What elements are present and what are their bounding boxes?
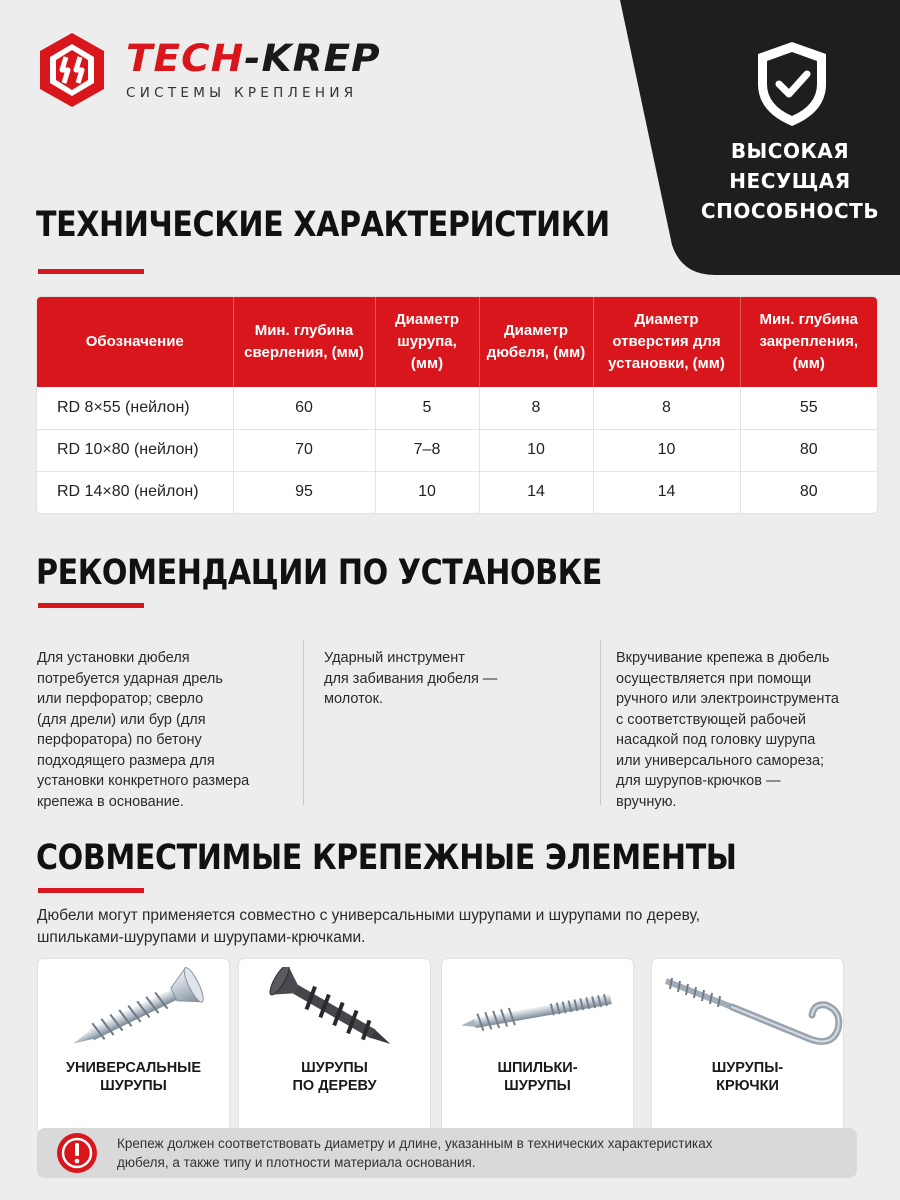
text-line: дюбеля, а также типу и плотности материала основания. [117, 1155, 476, 1170]
brand-name-part1: TECH [126, 37, 245, 80]
column-header: Диаметр дюбеля, (мм) [479, 297, 593, 387]
text-line: Дюбели могут применяется совместно с универсальными шурупами и шурупами по дереву, [37, 907, 701, 924]
column-header: Диаметр шурупа, (мм) [375, 297, 479, 387]
badge-line-1: ВЫСОКАЯ [730, 139, 850, 163]
label-line: ШУРУПЫ- [711, 1060, 784, 1076]
recommendation-screwing [616, 648, 878, 812]
table-cell: 60 [233, 387, 375, 429]
table-cell: 70 [233, 429, 375, 471]
table-cell: 7–8 [375, 429, 479, 471]
label-line: ШУРУПЫ [100, 1078, 167, 1094]
recommendations-heading-underline [38, 603, 144, 608]
table-cell: 8 [593, 387, 740, 429]
badge-line-3: СПОСОБНОСТЬ [700, 199, 880, 223]
column-header: Мин. глубина сверления, (мм) [233, 297, 375, 387]
table-cell: 5 [375, 387, 479, 429]
text-line: вручную. [616, 793, 677, 810]
table-cell: 14 [479, 471, 593, 513]
wood-screw-icon [249, 967, 421, 1053]
table-cell: RD 10×80 (нейлон) [37, 429, 233, 471]
brand-tagline: СИСТЕМЫ КРЕПЛЕНИЯ [126, 85, 358, 101]
table-cell: 80 [740, 429, 877, 471]
column-header: Диаметр отверстия для установки, (мм) [593, 297, 740, 387]
column-header: Обозначение [37, 297, 233, 387]
text-line: Крепеж должен соответствовать диаметру и длине, указанным в технических характеристиках [117, 1136, 713, 1151]
column-divider [303, 640, 304, 805]
text-line: шпильками-шурупами и шурупами-крючками. [37, 929, 366, 946]
compatible-intro [37, 905, 857, 949]
specs-heading-underline [38, 269, 144, 274]
table-header-row [37, 297, 877, 387]
recommendation-drilling [37, 648, 287, 812]
table-row [37, 471, 877, 513]
compatible-heading-underline [38, 888, 144, 893]
fastener-card-hook [651, 958, 844, 1135]
text-line: потребуется ударная дрель [37, 670, 223, 687]
table-cell: 10 [593, 429, 740, 471]
brand-name [126, 39, 381, 79]
exclamation-icon [55, 1131, 99, 1175]
text-line: перфоратора) по бетону [37, 732, 202, 748]
text-line: или универсального самореза; [616, 752, 825, 769]
label-line: ШПИЛЬКИ- [497, 1060, 578, 1076]
text-line: насадкой под головку шурупа [616, 732, 816, 748]
logo-hexagon-icon [32, 30, 112, 110]
fastener-label [239, 1059, 430, 1095]
column-divider [600, 640, 601, 805]
specs-heading: ТЕХНИЧЕСКИЕ ХАРАКТЕРИСТИКИ [36, 205, 610, 245]
text-line: подходящего размера для [37, 752, 215, 769]
table-cell: 55 [740, 387, 877, 429]
badge-text [680, 136, 900, 226]
table-cell: 14 [593, 471, 740, 513]
label-line: ШУРУПЫ [504, 1078, 571, 1094]
fastener-label [38, 1059, 229, 1095]
badge-line-2: НЕСУЩАЯ [729, 169, 851, 193]
label-line: КРЮЧКИ [716, 1078, 779, 1094]
text-line: крепежа в основание. [37, 793, 184, 810]
table-cell: 8 [479, 387, 593, 429]
label-line: УНИВЕРСАЛЬНЫЕ [65, 1060, 202, 1076]
fastener-label [652, 1059, 843, 1095]
text-line: молоток. [324, 691, 383, 707]
text-line: Вкручивание крепежа в дюбель [616, 650, 830, 666]
table-cell: 95 [233, 471, 375, 513]
table-cell: RD 8×55 (нейлон) [37, 387, 233, 429]
column-header: Мин. глубина закрепления, (мм) [740, 297, 877, 387]
specs-table [37, 297, 877, 513]
hook-screw-icon [662, 967, 852, 1057]
text-line: для шурупов-крючков — [616, 773, 781, 789]
load-capacity-badge [620, 0, 900, 275]
stud-screw-icon [452, 967, 624, 1053]
table-cell: RD 14×80 (нейлон) [37, 471, 233, 513]
table-cell: 10 [375, 471, 479, 513]
brand-name-part2: -KREP [244, 37, 381, 80]
text-line: (для дрели) или бур (для [37, 711, 206, 728]
text-line: Ударный инструмент [324, 650, 465, 666]
text-line: с соответствующей рабочей [616, 711, 807, 728]
label-line: ШУРУПЫ [301, 1060, 368, 1076]
text-line: Для установки дюбеля [37, 650, 190, 666]
notice-text [117, 1134, 837, 1172]
fastener-card-stud [441, 958, 634, 1135]
recommendation-hammer [324, 648, 584, 710]
table-row [37, 429, 877, 471]
recommendations-heading: РЕКОМЕНДАЦИИ ПО УСТАНОВКЕ [36, 553, 602, 593]
label-line: ПО ДЕРЕВУ [292, 1078, 377, 1094]
shield-check-icon [752, 38, 832, 130]
table-row [37, 387, 877, 429]
table-cell: 80 [799, 483, 818, 501]
fastener-label [442, 1059, 633, 1095]
fastener-card-universal [37, 958, 230, 1135]
text-line: установки конкретного размера [37, 773, 250, 789]
table-cell: 10 [479, 429, 593, 471]
text-line: осуществляется при помощи [616, 670, 812, 687]
universal-screw-icon [48, 967, 220, 1053]
text-line: для забивания дюбеля — [324, 670, 498, 687]
fastener-card-wood [238, 958, 431, 1135]
text-line: ручного или электроинструмента [616, 691, 839, 707]
compatibility-notice [37, 1128, 857, 1178]
compatible-heading: СОВМЕСТИМЫЕ КРЕПЕЖНЫЕ ЭЛЕМЕНТЫ [36, 838, 737, 878]
text-line: или перфоратор; сверло [37, 691, 204, 707]
brand-logo [32, 30, 381, 110]
